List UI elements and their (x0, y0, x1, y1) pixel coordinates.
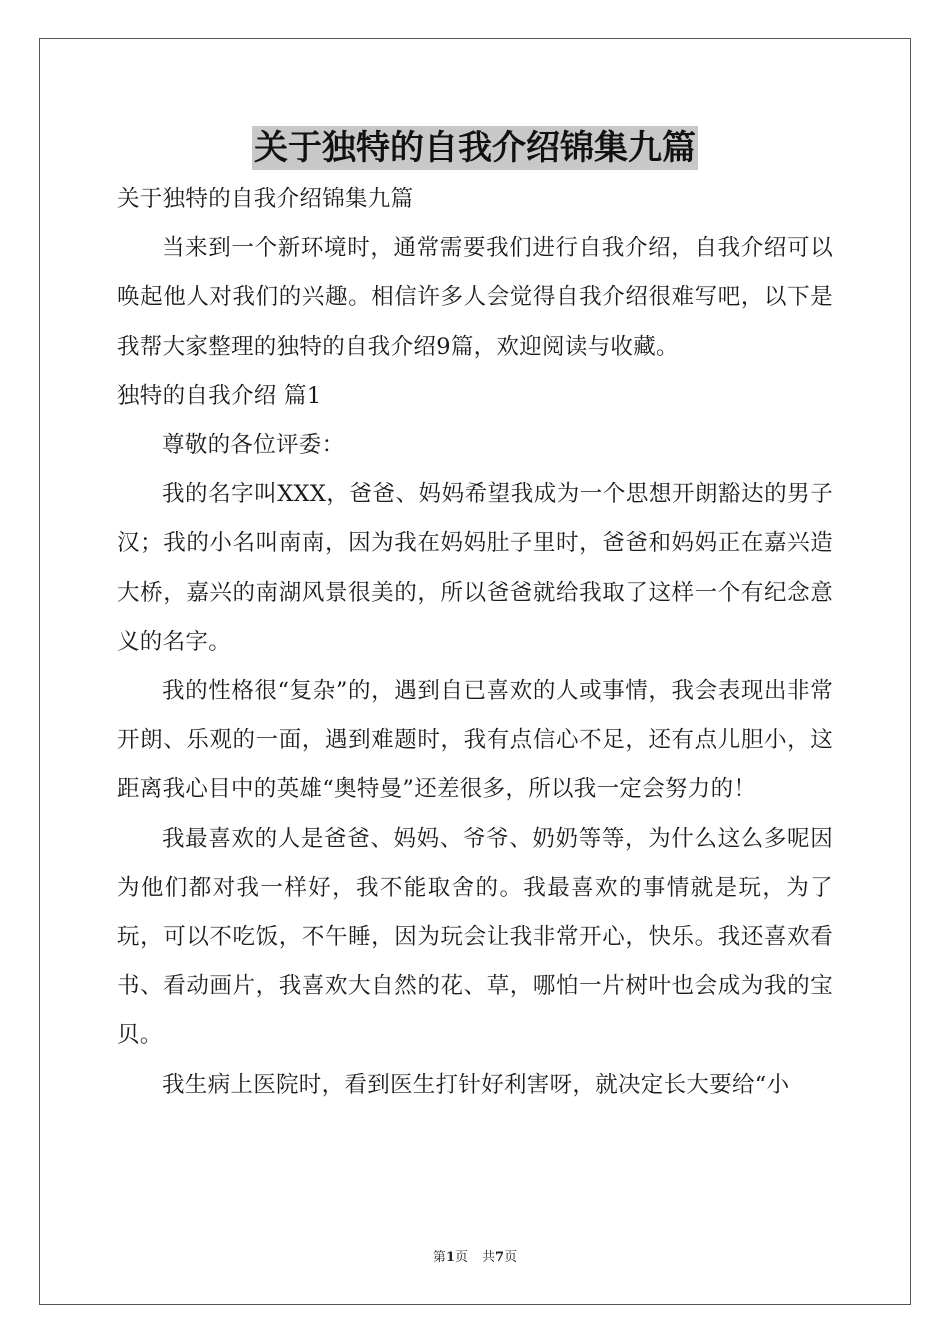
title-container (0, 126, 950, 170)
intro-paragraph: 当来到一个新环境时，通常需要我们进行自我介绍，自我介绍可以唤起他人对我们的兴趣。相信许多人会觉得自我介绍很难写吧，以下是我帮大家整理的独特的自我介绍9篇，欢迎阅读与收藏。 (117, 235, 833, 360)
document-body (117, 175, 833, 1110)
page-current: 1 (445, 1250, 455, 1265)
page-prefix: 第 (432, 1250, 446, 1265)
total-suffix: 页 (504, 1250, 518, 1265)
page-suffix: 页 (454, 1250, 468, 1265)
total-prefix: 共 (482, 1250, 496, 1265)
salutation: 尊敬的各位评委： (162, 432, 345, 459)
subtitle-line: 关于独特的自我介绍锦集九篇 (117, 186, 414, 212)
body-paragraph: 我的性格很“复杂”的，遇到自已喜欢的人或事情，我会表现出非常开朗、乐观的一面，遇到难题时，我有点信心不足，还有点儿胆小，这距离我心目中的英雄“奥特曼”还差很多，所以我一定会努力的！ (117, 678, 833, 803)
page-total: 7 (495, 1250, 505, 1265)
body-paragraph: 我生病上医院时，看到医生打针好利害呀，就决定长大要给“小 (162, 1071, 790, 1098)
body-paragraph: 我的名字叫XXX，爸爸、妈妈希望我成为一个思想开朗豁达的男子汉；我的小名叫南南，因为我在妈妈肚子里时，爸爸和妈妈正在嘉兴造大桥，嘉兴的南湖风景很美的，所以爸爸就给我取了这样一个有纪念意义的名字。 (117, 481, 833, 655)
body-paragraph: 我最喜欢的人是爸爸、妈妈、爷爷、奶奶等等，为什么这么多呢因为他们都对我一样好，我不能取舍的。我最喜欢的事情就是玩，为了玩，可以不吃饭，不午睡，因为玩会让我非常开心，快乐。我还喜欢看书、看动画片，我喜欢大自然的花、草，哪怕一片树叶也会成为我的宝贝。 (117, 825, 833, 1049)
document-title: 关于独特的自我介绍锦集九篇 (254, 128, 696, 168)
section-heading: 独特的自我介绍 篇1 (117, 382, 322, 409)
page-footer (0, 1246, 950, 1265)
